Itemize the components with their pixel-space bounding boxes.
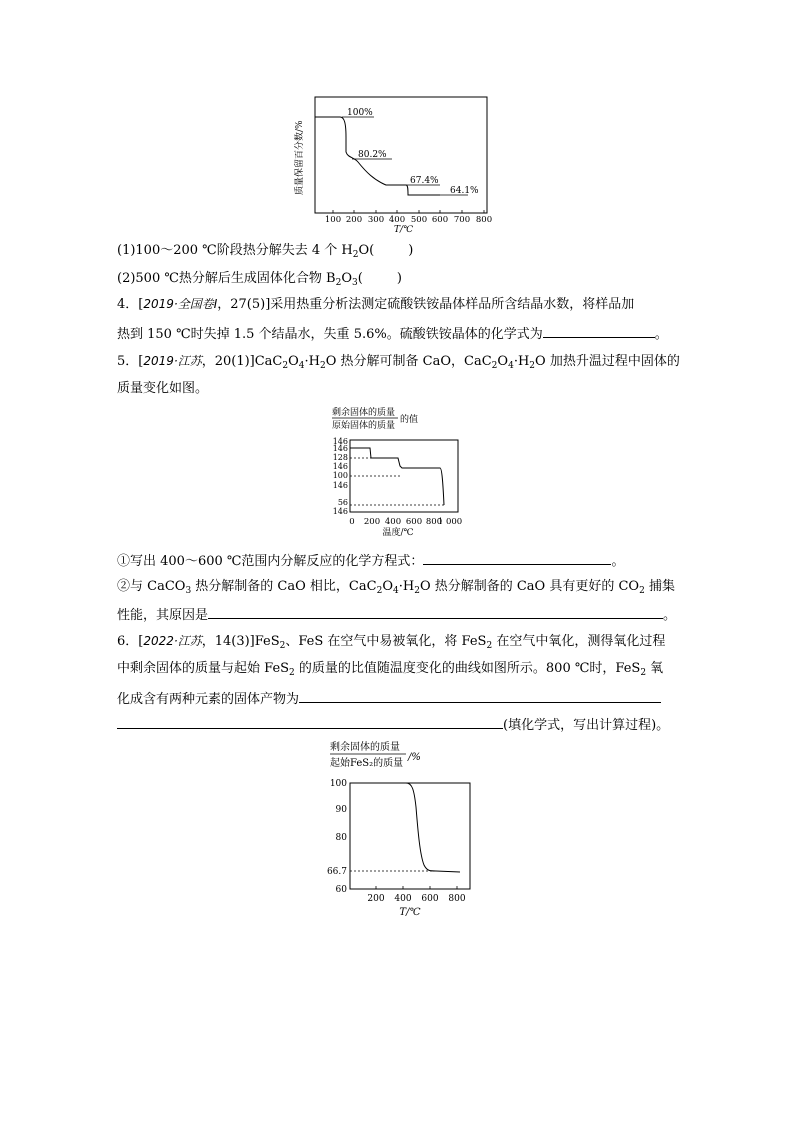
y-tick-label: 146	[332, 507, 348, 516]
y-label-numerator: 剩余固体的质量	[330, 742, 400, 753]
question-5-line-2: 质量变化如图。	[117, 381, 209, 396]
x-tick-label: 600	[421, 894, 439, 904]
source-tag: 2019·江苏	[143, 354, 202, 368]
y-tick-label: 80	[335, 833, 347, 843]
question-5-line-1: 5．[2019·江苏，$20(1)]CaC_2O_4\cdot H_2O$ 热分解可制备 CaO，$CaC_2O_4\cdot H_2O$ 加热升温过程中固体的	[117, 354, 680, 371]
y-label-suffix: /%	[408, 752, 421, 763]
source-tag: 2022·江苏	[143, 634, 202, 648]
fes2-curve	[350, 783, 460, 872]
x-tick-label: 400	[384, 517, 402, 527]
question-6-line-4: (填化学式，写出计算过程)。	[117, 714, 669, 735]
question-4-line-1: 4．[2019·全国卷Ⅰ，27(5)]采用热重分析法测定硫酸铁铵晶体样品所含结晶水数，将样品加	[117, 297, 635, 312]
question-5-sub-2-line-2: 性能，其原因是 。	[117, 604, 676, 625]
answer-blank-q6-a[interactable]	[299, 688, 661, 703]
label-80: 80.2%	[358, 150, 387, 160]
y-tick-label: 90	[335, 805, 347, 815]
x-tick-label: 700	[453, 215, 471, 225]
y-tick-label: 146	[332, 481, 348, 490]
x-tick-label: 400	[388, 215, 406, 225]
y-tick-label: 146	[332, 462, 348, 471]
x-tick-label: 500	[410, 215, 428, 225]
plot-frame	[350, 783, 470, 889]
x-tick-label: 800	[448, 894, 466, 904]
x-tick-label: 0	[349, 517, 355, 527]
question-5-sub-1: ①写出 400～600 ℃范围内分解反应的化学方程式： 。	[117, 550, 624, 571]
answer-blank-q6-b[interactable]	[117, 714, 503, 729]
x-tick-label: 400	[394, 894, 412, 904]
question-6-line-1: 6．[2022·江苏，14(3)]FeS$_2$、FeS 在空气中易被氧化，将 FeS$_2$ 在空气中氧化，测得氧化过程	[117, 634, 666, 651]
x-ticks	[349, 517, 462, 527]
x-axis-label: T/℃	[394, 225, 414, 235]
answer-blank-q4[interactable]	[543, 323, 655, 338]
x-tick-label: 1 000	[437, 517, 463, 527]
y-tick-label: 66.7	[326, 867, 347, 877]
y-tick-label: 146	[332, 437, 348, 446]
question-2: (2)500 ℃热分解后生成固体化合物 $B_2O_3$( )	[117, 271, 402, 288]
x-tick-label: 300	[367, 215, 385, 225]
y-tick-label: 56	[337, 498, 348, 507]
question-5-sub-2-line-1: ②与 CaCO$_3$ 热分解制备的 CaO 相比，$CaC_2O_4\cdot H_2O$ 热分解制备的 CaO 具有更好的 $CO_2$ 捕集	[117, 579, 675, 596]
question-1: (1)100～200 ℃阶段热分解失去 4 个 $H_2O$( )	[117, 243, 414, 260]
x-tick-label: 600	[431, 215, 449, 225]
chart-tga-1	[290, 92, 500, 237]
y-tick-label: 128	[332, 453, 348, 462]
chart-cac2o4	[330, 404, 470, 539]
x-tick-label: 200	[363, 517, 381, 527]
y-axis-label: 质量保留百分数/%	[295, 120, 305, 195]
question-6-line-2: 中剩余固体的质量与起始 FeS$_2$ 的质量的比值随温度变化的曲线如图所示。800 ℃时，FeS$_2$ 氧	[117, 661, 664, 678]
y-label-numerator: 剩余固体的质量	[332, 408, 396, 418]
label-100: 100%	[347, 108, 373, 118]
x-tick-label: 100	[324, 215, 342, 225]
y-tick-label: 100	[329, 779, 347, 789]
question-4-line-2: 热到 150 ℃时失掉 1.5 个结晶水，失重 5.6%。硫酸铁铵晶体的化学式为 。	[117, 323, 668, 344]
x-axis-label: T/℃	[399, 907, 421, 918]
question-6-line-3: 化成含有两种元素的固体产物为	[117, 688, 661, 709]
y-tick-label: 60	[335, 885, 347, 895]
tga-curve	[350, 448, 444, 505]
y-ticks	[327, 779, 347, 895]
x-ticks	[325, 210, 492, 225]
y-ticks	[333, 437, 348, 516]
x-tick-label: 800	[425, 517, 443, 527]
chart-fes2	[320, 737, 480, 922]
x-tick-label: 200	[367, 894, 385, 904]
y-label-denominator: 原始固体的质量	[332, 421, 396, 431]
x-axis-label: 温度/℃	[382, 528, 414, 538]
y-label-suffix: 的值	[400, 415, 419, 425]
answer-blank-q5-1[interactable]	[423, 550, 611, 565]
source-tag: 2019·全国卷Ⅰ	[143, 297, 218, 311]
y-label-denominator: 起始FeS₂的质量	[330, 758, 404, 769]
answer-blank-q5-2[interactable]	[208, 604, 663, 619]
y-tick-label: 146	[332, 444, 348, 453]
label-67: 67.4%	[410, 176, 439, 186]
y-tick-label: 100	[332, 471, 348, 480]
x-tick-label: 600	[405, 517, 423, 527]
x-tick-label: 800	[475, 215, 493, 225]
x-tick-label: 200	[345, 215, 363, 225]
label-64: 64.1%	[450, 186, 479, 196]
